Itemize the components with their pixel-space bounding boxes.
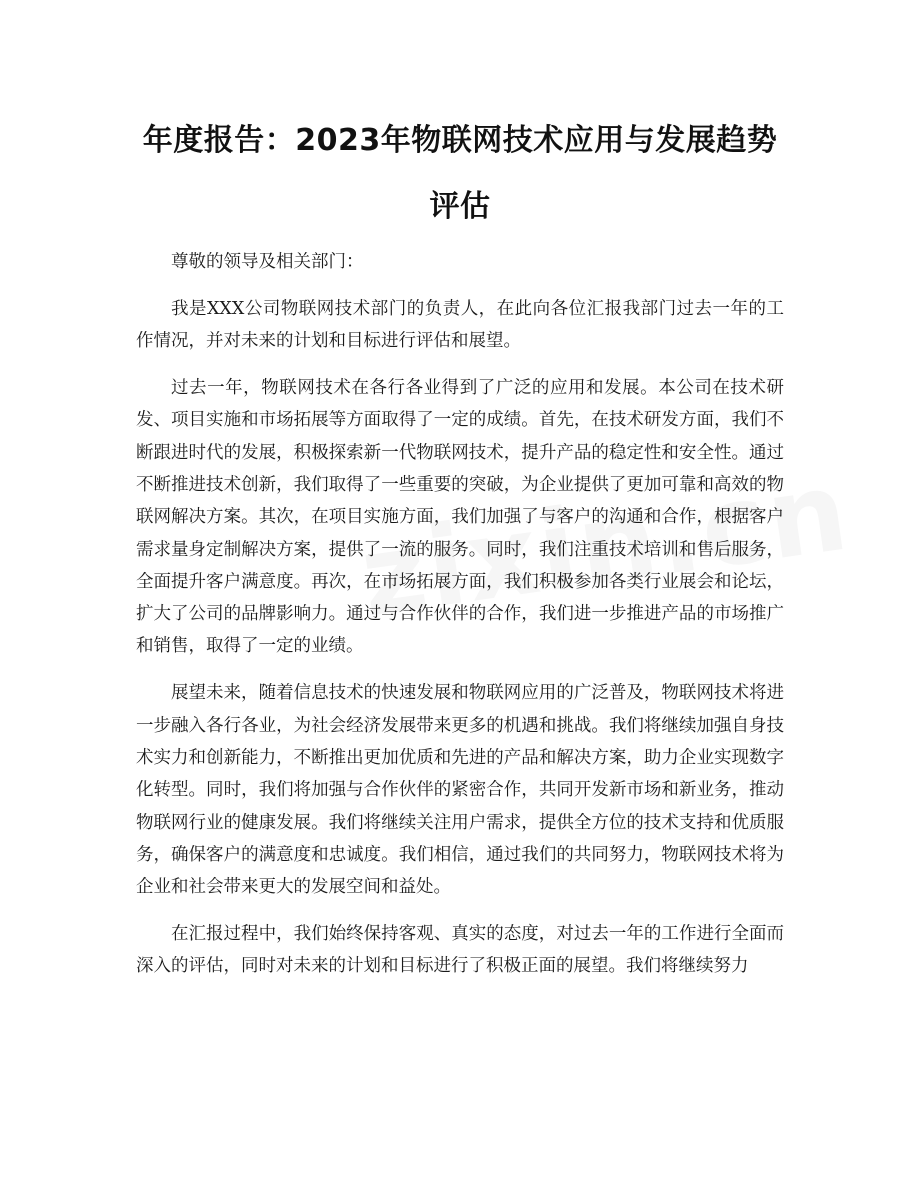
outlook-paragraph: 展望未来，随着信息技术的快速发展和物联网应用的广泛普及，物联网技术将进一步融入各行各业，为社会经济发展带来更多的机遇和挑战。我们将继续加强自身技术实力和创新能力，不断推出更加优质和先进的产品和解决方案，助力企业实现数字化转型。同时，我们将加强与合作伙伴的紧密合作，共同开发新市场和新业务，推动物联网行业的健康发展。我们将继续关注用户需求，提供全方位的技术支持和优质服务，确保客户的满意度和忠诚度。我们相信，通过我们的共同努力，物联网技术将为企业和社会带来更大的发展空间和益处。 — [136, 683, 784, 898]
salutation-paragraph: 尊敬的领导及相关部门： — [171, 252, 364, 272]
summary-paragraph: 在汇报过程中，我们始终保持客观、真实的态度，对过去一年的工作进行全面而深入的评估，同时对未来的计划和目标进行了积极正面的展望。我们将继续努力 — [136, 924, 784, 977]
review-paragraph: 过去一年，物联网技术在各行各业得到了广泛的应用和发展。本公司在技术研发、项目实施和市场拓展等方面取得了一定的成绩。首先，在技术研发方面，我们不断跟进时代的发展，积极探索新一代物联网技术，提升产品的稳定性和安全性。通过不断推进技术创新，我们取得了一些重要的突破，为企业提供了更加可靠和高效的物联网解决方案。其次，在项目实施方面，我们加强了与客户的沟通和合作，根据客户需求量身定制解决方案，提供了一流的服务。同时，我们注重技术培训和售后服务，全面提升客户满意度。再次，在市场拓展方面，我们积极参加各类行业展会和论坛，扩大了公司的品牌影响力。通过与合作伙伴的合作，我们进一步推进产品的市场推广和销售，取得了一定的业绩。 — [136, 378, 784, 657]
document-title: 年度报告：2023年物联网技术应用与发展趋势评估 — [142, 123, 778, 224]
document-body — [136, 246, 784, 997]
intro-paragraph: 我是XXX公司物联网技术部门的负责人，在此向各位汇报我部门过去一年的工作情况，并对未来的计划和目标进行评估和展望。 — [136, 298, 784, 352]
